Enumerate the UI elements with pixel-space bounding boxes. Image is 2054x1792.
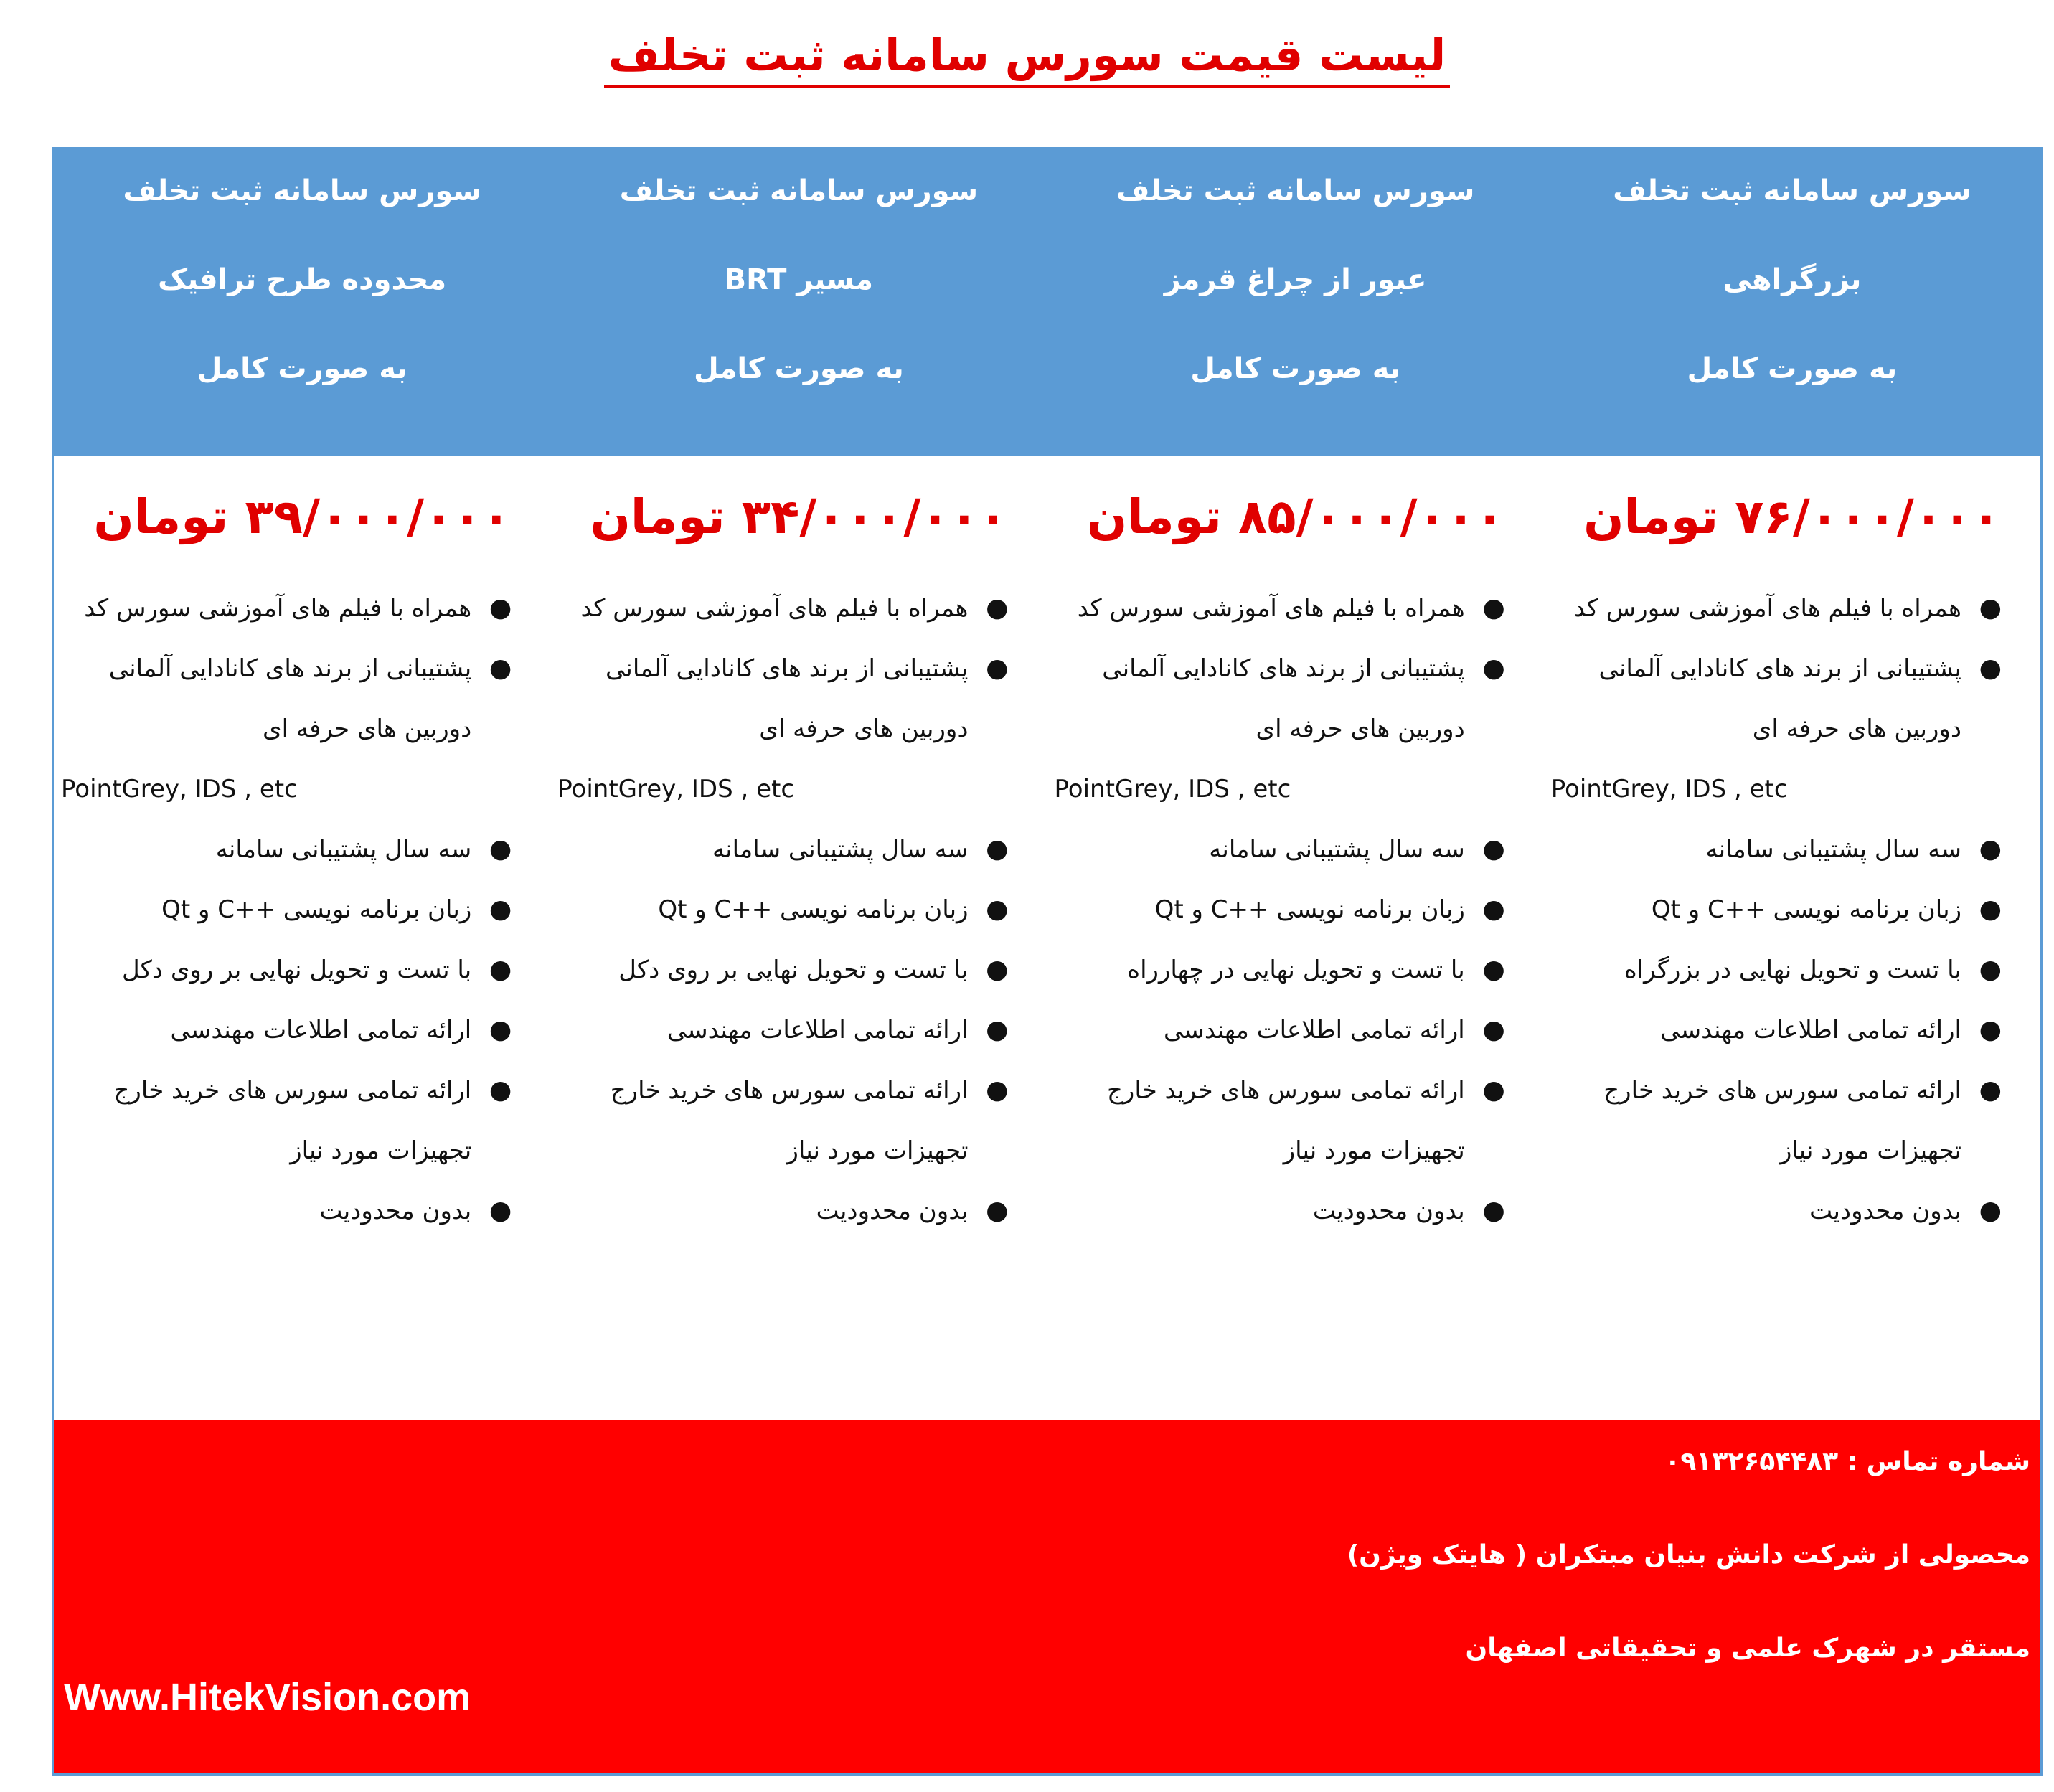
feature-item: ● ارائه تمامی اطلاعات مهندسی: [54, 1000, 507, 1060]
feature-item-continued: تجهیزات مورد نیاز: [1283, 1136, 1465, 1165]
plan-column-highway: [1544, 456, 2040, 1420]
plan-header-line2: محدوده طرح ترافیک: [158, 263, 447, 296]
feature-item: ● زبان برنامه نویسی ++C و Qt: [1047, 880, 1501, 940]
contact-info: [1347, 1440, 2030, 1720]
company-location: مستقر در شهرک علمی و تحقیقاتی اصفهان: [1465, 1633, 2030, 1663]
bullet-icon: ●: [1482, 834, 1505, 864]
plan-header-line2: بزرگراهی: [1723, 263, 1862, 296]
feature-item: ● پشتیبانی از برند های کانادایی آلمانی: [1544, 638, 1997, 699]
plan-header-line3: به صورت کامل: [1687, 352, 1898, 385]
feature-item: ● با تست و تحویل نهایی بر روی دکل: [54, 940, 507, 1000]
bullet-icon: ●: [1482, 654, 1505, 683]
feature-item: ● پشتیبانی از برند های کانادایی آلمانی: [550, 638, 1004, 699]
feature-item-continued: تجهیزات مورد نیاز: [1779, 1136, 1961, 1165]
feature-item: ● بدون محدودیت: [1544, 1181, 1997, 1241]
feature-item: ● با تست و تحویل نهایی بر روی دکل: [550, 940, 1004, 1000]
plan-column-traffic-zone: [54, 456, 550, 1420]
feature-item: ● بدون محدودیت: [550, 1181, 1004, 1241]
feature-item: ● پشتیبانی از برند های کانادایی آلمانی: [1047, 638, 1501, 699]
plan-header-highway: [1544, 149, 2040, 456]
plan-column-red-light: [1047, 456, 1544, 1420]
bullet-icon: ●: [489, 1015, 512, 1044]
feature-item: ● ارائه تمامی اطلاعات مهندسی: [1544, 1000, 1997, 1060]
bullet-icon: ●: [1979, 593, 2002, 623]
page-title-wrap: [0, 29, 2054, 88]
bullet-icon: ●: [986, 895, 1009, 924]
feature-item: ● بدون محدودیت: [1047, 1181, 1501, 1241]
website-link[interactable]: Www.HitekVision.com: [64, 1676, 471, 1719]
bullet-icon: ●: [1979, 895, 2002, 924]
feature-item: ● همراه با فیلم های آموزشی سورس کد: [550, 578, 1004, 638]
bullet-icon: ●: [489, 834, 512, 864]
feature-item: ● سه سال پشتیبانی سامانه: [1544, 819, 1997, 880]
bullet-icon: ●: [1979, 955, 2002, 984]
bullet-icon: ●: [1482, 955, 1505, 984]
bullet-icon: ●: [1979, 1015, 2002, 1044]
feature-item: ● سه سال پشتیبانی سامانه: [550, 819, 1004, 880]
feature-item-brands: PointGrey, IDS , etc: [61, 775, 298, 803]
feature-list: [1047, 578, 1544, 1241]
bullet-icon: ●: [986, 654, 1009, 683]
feature-item: ● همراه با فیلم های آموزشی سورس کد: [1544, 578, 1997, 638]
feature-list: [54, 578, 550, 1241]
bullet-icon: ●: [489, 1075, 512, 1105]
feature-item: ● پشتیبانی از برند های کانادایی آلمانی: [54, 638, 507, 699]
feature-item: ● سه سال پشتیبانی سامانه: [54, 819, 507, 880]
contact-footer: [54, 1420, 2040, 1773]
bullet-icon: ●: [1979, 1075, 2002, 1105]
plan-header-line1: سورس سامانه ثبت تخلف: [1116, 174, 1475, 207]
feature-item: ● ارائه تمامی اطلاعات مهندسی: [1047, 1000, 1501, 1060]
bullet-icon: ●: [986, 955, 1009, 984]
plan-column-brt: [550, 456, 1047, 1420]
feature-item: ● بدون محدودیت: [54, 1181, 507, 1241]
feature-item: ● زبان برنامه نویسی ++C و Qt: [550, 880, 1004, 940]
feature-item: ● با تست و تحویل نهایی در چهارراه: [1047, 940, 1501, 1000]
bullet-icon: ●: [1482, 1015, 1505, 1044]
bullet-icon: ●: [1979, 834, 2002, 864]
bullet-icon: ●: [1482, 895, 1505, 924]
feature-item-continued: تجهیزات مورد نیاز: [786, 1136, 969, 1165]
price-table-header: [54, 149, 2040, 456]
plan-header-traffic-zone: [54, 149, 550, 456]
plan-header-line2: مسیر BRT: [724, 263, 874, 296]
plan-header-line2: عبور از چراغ قرمز: [1164, 263, 1427, 296]
feature-item: ● ارائه تمامی اطلاعات مهندسی: [550, 1000, 1004, 1060]
page-title: لیست قیمت سورس سامانه ثبت تخلف: [604, 29, 1451, 88]
feature-item: ● ارائه تمامی سورس های خرید خارج: [550, 1060, 1004, 1121]
plan-header-line1: سورس سامانه ثبت تخلف: [123, 174, 481, 207]
bullet-icon: ●: [1482, 1075, 1505, 1105]
bullet-icon: ●: [1482, 1196, 1505, 1225]
feature-item: ● همراه با فیلم های آموزشی سورس کد: [1047, 578, 1501, 638]
bullet-icon: ●: [986, 1015, 1009, 1044]
bullet-icon: ●: [489, 1196, 512, 1225]
bullet-icon: ●: [1979, 1196, 2002, 1225]
bullet-icon: ●: [489, 955, 512, 984]
plan-price: ۳۴/۰۰۰/۰۰۰ تومان: [590, 489, 1008, 544]
feature-item: ● با تست و تحویل نهایی در بزرگراه: [1544, 940, 1997, 1000]
bullet-icon: ●: [986, 593, 1009, 623]
plan-price: ۷۶/۰۰۰/۰۰۰ تومان: [1583, 489, 2001, 544]
feature-item-brands: PointGrey, IDS , etc: [1054, 775, 1291, 803]
plan-price: ۳۹/۰۰۰/۰۰۰ تومان: [93, 489, 511, 544]
feature-item-continued: دوربین های حرفه ای: [759, 715, 969, 743]
bullet-icon: ●: [986, 1196, 1009, 1225]
feature-list: [1544, 578, 2040, 1241]
contact-phone: شماره تماس : ۰۹۱۳۲۶۵۴۴۸۳: [1664, 1447, 2030, 1476]
feature-item-brands: PointGrey, IDS , etc: [1550, 775, 1788, 803]
feature-item-brands: PointGrey, IDS , etc: [557, 775, 795, 803]
price-table-body: [54, 456, 2040, 1420]
bullet-icon: ●: [986, 1075, 1009, 1105]
feature-item: ● سه سال پشتیبانی سامانه: [1047, 819, 1501, 880]
plan-header-line1: سورس سامانه ثبت تخلف: [1613, 174, 1971, 207]
plan-header-line3: به صورت کامل: [197, 352, 407, 385]
bullet-icon: ●: [986, 834, 1009, 864]
feature-item: ● ارائه تمامی سورس های خرید خارج: [54, 1060, 507, 1121]
feature-item: ● ارائه تمامی سورس های خرید خارج: [1047, 1060, 1501, 1121]
bullet-icon: ●: [489, 593, 512, 623]
plan-header-red-light: [1047, 149, 1544, 456]
plan-header-line3: به صورت کامل: [1190, 352, 1401, 385]
plan-header-brt: [550, 149, 1047, 456]
feature-item: ● زبان برنامه نویسی ++C و Qt: [1544, 880, 1997, 940]
feature-item: ● همراه با فیلم های آموزشی سورس کد: [54, 578, 507, 638]
bullet-icon: ●: [1979, 654, 2002, 683]
bullet-icon: ●: [489, 654, 512, 683]
plan-header-line3: به صورت کامل: [693, 352, 904, 385]
feature-item-continued: تجهیزات مورد نیاز: [290, 1136, 472, 1165]
plan-price: ۸۵/۰۰۰/۰۰۰ تومان: [1086, 489, 1504, 544]
plan-header-line1: سورس سامانه ثبت تخلف: [619, 174, 979, 207]
feature-item: ● ارائه تمامی سورس های خرید خارج: [1544, 1060, 1997, 1121]
feature-list: [550, 578, 1047, 1241]
company-name: محصولی از شرکت دانش بنیان مبتکران ( هایتک ویژن): [1347, 1540, 2030, 1570]
bullet-icon: ●: [1482, 593, 1505, 623]
feature-item-continued: دوربین های حرفه ای: [1256, 715, 1465, 743]
feature-item-continued: دوربین های حرفه ای: [263, 715, 472, 743]
bullet-icon: ●: [489, 895, 512, 924]
feature-item: ● زبان برنامه نویسی ++C و Qt: [54, 880, 507, 940]
feature-item-continued: دوربین های حرفه ای: [1752, 715, 1961, 743]
